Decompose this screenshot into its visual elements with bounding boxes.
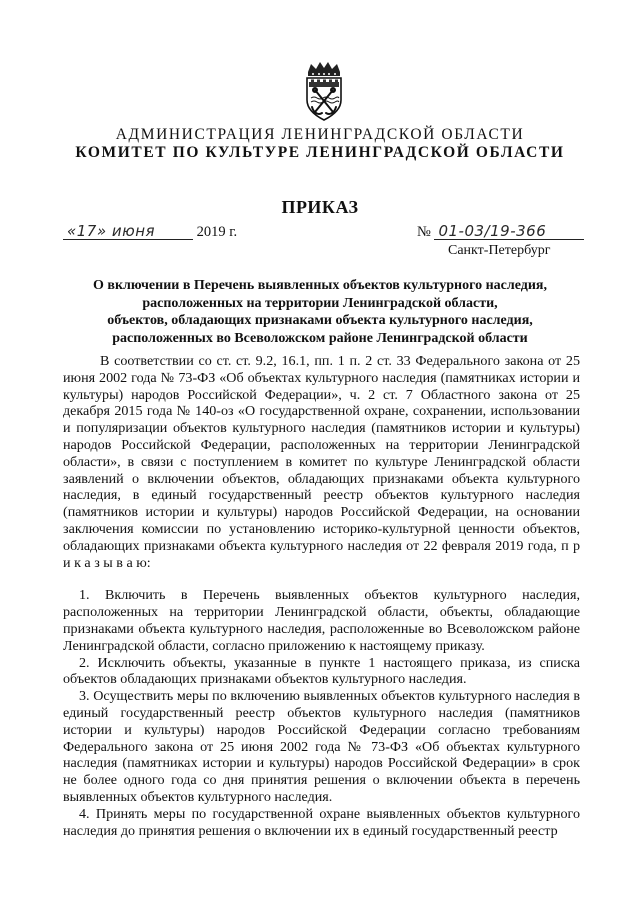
order-item: 2. Исключить объекты, указанные в пункте 1 настоящего приказа, из списка объектов обладающих признаками объектов культурного наследия.	[63, 654, 580, 688]
order-item: 3. Осуществить меры по включению выявленных объектов культурного наследия в единый государственный реестр объектов культурного наследия (памятников истории и культуры) народов Российской Федерации согласно требованиям Федерального закона от 25 июня 2002 года № 73-ФЗ «Об объектах культурного наследия (памятниках истории и культуры) народов Российской Федерации» в срок не более одного года со дня принятия решения о включении объекта в перечень выявленных объектов культурного наследия.	[63, 688, 580, 805]
organization-name: АДМИНИСТРАЦИЯ ЛЕНИНГРАДСКОЙ ОБЛАСТИ	[115, 126, 525, 143]
coat-of-arms-emblem	[299, 60, 349, 122]
subject-line: объектов, обладающих признаками объекта культурного наследия,	[107, 313, 533, 329]
date-year: 2019 г.	[196, 224, 238, 240]
document-number	[417, 224, 584, 241]
order-subject	[60, 277, 580, 347]
handwritten-number: 01-03/19-366	[434, 224, 584, 240]
subject-line: расположенных во Всеволожском районе Ленинградской области	[112, 330, 528, 346]
document-body	[63, 353, 580, 839]
committee-name: КОМИТЕТ ПО КУЛЬТУРЕ ЛЕНИНГРАДСКОЙ ОБЛАСТИ	[75, 144, 565, 161]
handwritten-date: «17» июня	[63, 224, 193, 240]
document-type-title: ПРИКАЗ	[281, 197, 359, 217]
preamble-paragraph: В соответствии со ст. ст. 9.2, 16.1, пп. 1 п. 2 ст. 33 Федерального закона от 25 июня 2002 года № 73-ФЗ «Об объектах культурного наследия (памятниках истории и культуры) народов Российской Федерации», ч. 2 ст. 7 Областного закона от 25 декабря 2015 года № 140-оз «О государственной охране, сохранении, использовании и популяризации объектов культурного наследия (памятников истории и культуры) народов Российской Федерации, расположенных на территории Ленинградской области», в связи с поступлением в комитет по культуре Ленинградской области заявлений о включении объектов, обладающих признаками объекта культурного наследия, в единый государственный реестр объектов культурного наследия (памятников истории и культуры) народов Российской Федерации, на основании заключения комиссии по установлению историко-культурной ценности объектов, обладающих признаками объекта культурного наследия от 22 февраля 2019 года, п р и к а з ы в а ю:	[63, 353, 580, 571]
order-item: 4. Принять меры по государственной охране выявленных объектов культурного наследия до принятия решения о включении их в единый государственный реестр	[63, 805, 580, 839]
document-date	[63, 224, 237, 241]
number-sign: №	[417, 224, 431, 240]
city-name: Санкт-Петербург	[448, 243, 551, 258]
subject-line: расположенных на территории Ленинградской области,	[142, 295, 498, 311]
order-item: 1. Включить в Перечень выявленных объектов культурного наследия, расположенных на территории Ленинградской области, объекты, обладающие признаками объекта культурного наследия, расположенные во Всеволожском районе Ленинградской области, согласно приложению к настоящему приказу.	[63, 587, 580, 654]
subject-line: О включении в Перечень выявленных объектов культурного наследия,	[93, 278, 547, 293]
